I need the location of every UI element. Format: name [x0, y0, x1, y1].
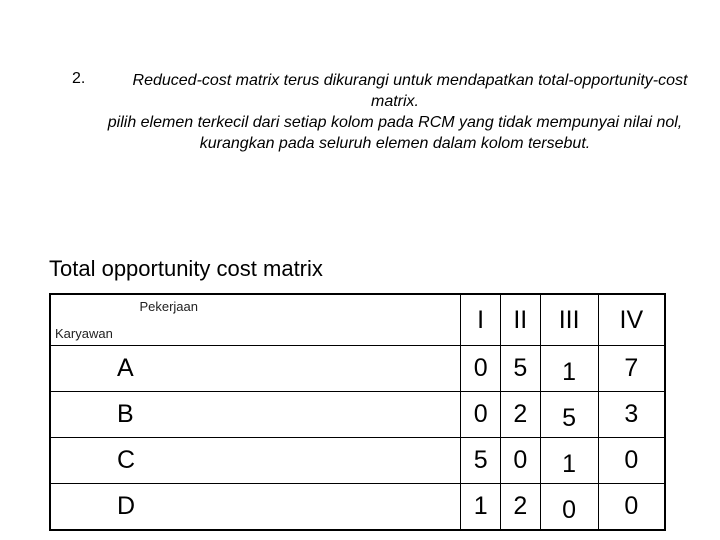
- row-label: B: [50, 392, 461, 438]
- table-cell: 3: [598, 392, 665, 438]
- corner-cell: [50, 294, 461, 346]
- table-cell: [540, 484, 598, 530]
- table-cell: 0: [461, 392, 501, 438]
- row-label: C: [50, 438, 461, 484]
- opportunity-cost-table: [49, 293, 666, 531]
- row-label: D: [50, 484, 461, 530]
- table-cell: 0: [500, 438, 540, 484]
- corner-label-karyawan: Karyawan: [55, 326, 113, 341]
- table-row: [50, 438, 665, 484]
- instruction-line-2: pilih elemen terkecil dari setiap kolom pada RCM yang tidak mempunyai nilai nol, kurangkan pada seluruh elemen dalam kolom tersebut.: [107, 114, 683, 152]
- table-title: Total opportunity cost matrix: [49, 256, 323, 281]
- step-instructions: [95, 70, 695, 154]
- column-header: IV: [598, 294, 665, 346]
- table-cell-value: 5: [562, 404, 577, 432]
- table-cell-value: 1: [562, 450, 577, 478]
- table-cell: [540, 438, 598, 484]
- step-number: 2.: [72, 70, 86, 87]
- table-cell: 1: [461, 484, 501, 530]
- table-cell: [540, 346, 598, 392]
- table-cell-value: 1: [562, 358, 577, 386]
- instruction-line-1: Reduced-cost matrix terus dikurangi untuk mendapatkan total-opportunity-cost matrix.: [132, 72, 688, 110]
- table-cell: 2: [500, 392, 540, 438]
- corner-label-pekerjaan: Pekerjaan: [139, 299, 198, 314]
- column-header: I: [461, 294, 501, 346]
- table-cell: 0: [598, 484, 665, 530]
- table-cell: 0: [598, 438, 665, 484]
- table-cell-value: 0: [562, 495, 577, 524]
- row-label: A: [50, 346, 461, 392]
- table-cell: [540, 392, 598, 438]
- table-header-row: [50, 294, 665, 346]
- table-cell: 5: [461, 438, 501, 484]
- table-cell: 2: [500, 484, 540, 530]
- table-cell: 5: [500, 346, 540, 392]
- table-row: [50, 392, 665, 438]
- table-cell: 7: [598, 346, 665, 392]
- table-row: [50, 346, 665, 392]
- column-header: III: [540, 294, 598, 346]
- table-row: [50, 484, 665, 530]
- table-cell: 0: [461, 346, 501, 392]
- column-header: II: [500, 294, 540, 346]
